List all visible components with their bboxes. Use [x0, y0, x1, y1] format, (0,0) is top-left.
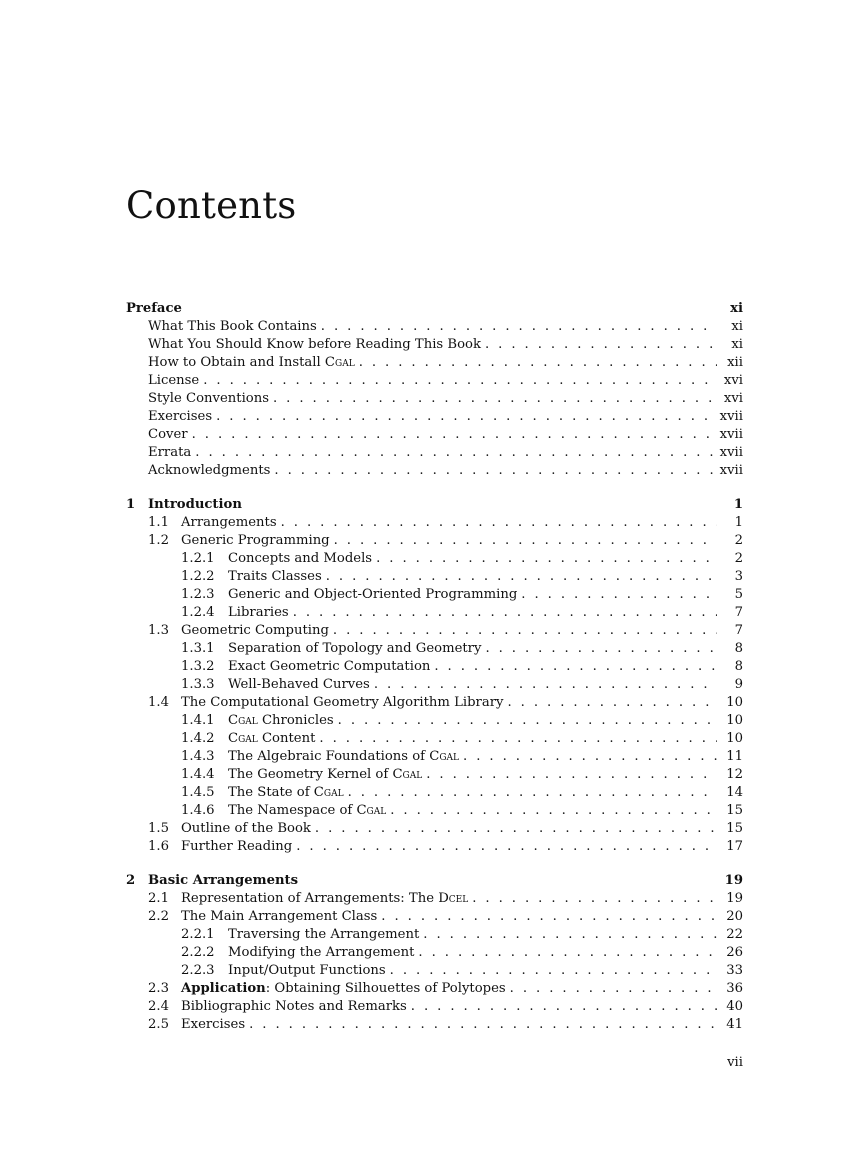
dot-leader	[507, 694, 717, 712]
toc-entry-page: 20	[726, 909, 743, 924]
dot-leader	[390, 962, 717, 980]
toc-entry-page: 8	[734, 659, 743, 674]
toc-entry[interactable]	[126, 514, 743, 532]
toc-entry-text: Style Conventions	[148, 391, 269, 406]
toc-entry-text: The State of	[228, 785, 314, 800]
toc-entry[interactable]	[126, 658, 743, 676]
toc-entry-title	[181, 820, 311, 838]
toc-entry-title	[148, 496, 242, 514]
toc-entry[interactable]	[126, 748, 743, 766]
bold-text: Application	[181, 981, 266, 996]
toc-entry[interactable]	[126, 622, 743, 640]
dot-leader	[334, 532, 717, 550]
toc-entry-page: 40	[726, 999, 743, 1014]
toc-entry-text: The Namespace of	[228, 803, 357, 818]
dot-leader	[333, 622, 717, 640]
toc-entry-text: Bibliographic Notes and Remarks	[181, 999, 407, 1014]
toc-entry-number: 2.1	[148, 891, 169, 906]
dot-leader	[374, 676, 717, 694]
toc-entry[interactable]	[126, 962, 743, 980]
toc-entry[interactable]	[126, 998, 743, 1016]
toc-entry[interactable]	[126, 712, 743, 730]
toc-entry-title	[181, 838, 292, 856]
toc-entry-number: 1	[126, 497, 136, 512]
dot-leader	[510, 980, 717, 998]
dot-leader	[315, 820, 717, 838]
toc-entry-page: 2	[734, 551, 743, 566]
toc-entry-text: Exact Geometric Computation	[228, 659, 431, 674]
toc-entry[interactable]	[126, 444, 743, 462]
dot-leader	[485, 640, 717, 658]
toc-entry-text: Arrangements	[181, 515, 277, 530]
toc-entry-number: 1.3	[148, 623, 169, 638]
toc-entry-text: License	[148, 373, 200, 388]
toc-entry-page: 8	[734, 641, 743, 656]
page-number: vii	[727, 1055, 743, 1070]
toc-entry-title	[148, 390, 269, 408]
toc-entry-number: 1.3.1	[181, 641, 215, 656]
toc-entry-title	[181, 1016, 245, 1034]
toc-entry-page: 11	[726, 749, 743, 764]
toc-entry-number: 2.4	[148, 999, 169, 1014]
small-caps-text: Cgal	[228, 713, 258, 728]
toc-entry-title	[228, 944, 414, 962]
toc-entry[interactable]	[126, 550, 743, 568]
toc-entry-text: Geometric Computing	[181, 623, 329, 638]
dot-leader	[293, 604, 717, 622]
toc-entry-text: Basic Arrangements	[148, 873, 299, 888]
toc-entry[interactable]	[126, 408, 743, 426]
toc-entry-title	[228, 962, 386, 980]
toc-entry-text: Errata	[148, 445, 192, 460]
small-caps-text: Cgal	[356, 803, 387, 818]
toc-entry[interactable]	[126, 802, 743, 820]
toc-entry-text: The Geometry Kernel of	[228, 767, 393, 782]
toc-entry[interactable]	[126, 496, 743, 514]
toc-entry-text: The Main Arrangement Class	[181, 909, 378, 924]
small-caps-text: Cgal	[313, 785, 344, 800]
toc-entry-number: 1.4.4	[181, 767, 215, 782]
toc-entry-page: xi	[731, 319, 743, 334]
dot-leader	[376, 550, 717, 568]
dot-leader	[195, 444, 715, 462]
toc-entry-number: 1.4.2	[181, 731, 215, 746]
toc-entry-number: 1.4.6	[181, 803, 215, 818]
toc-entry-title	[181, 980, 506, 998]
toc-entry-title	[228, 586, 517, 604]
toc-entry-text: Representation of Arrangements: The	[181, 891, 439, 906]
toc-entry-title	[148, 408, 212, 426]
dot-leader	[249, 1016, 717, 1034]
dot-leader	[426, 766, 717, 784]
toc-entry-title	[148, 872, 298, 890]
toc-entry-number: 1.2	[148, 533, 169, 548]
toc-entry-title	[148, 426, 188, 444]
toc-entry[interactable]	[126, 462, 743, 480]
small-caps-text: Dcel	[438, 891, 469, 906]
toc-entry-title	[228, 658, 430, 676]
toc-entry-text: Traversing the Arrangement	[228, 927, 420, 942]
toc-entry-page: xvii	[719, 445, 743, 460]
toc-entry-page: 7	[734, 605, 743, 620]
toc-entry[interactable]	[126, 640, 743, 658]
toc-entry[interactable]	[126, 568, 743, 586]
toc-entry-number: 2.3	[148, 981, 169, 996]
small-caps-text: Cgal	[324, 355, 355, 370]
toc-entry-text: The Computational Geometry Algorithm Library	[181, 695, 504, 710]
toc-entry-page: 2	[734, 533, 743, 548]
toc-entry-page: 5	[734, 587, 743, 602]
toc-entry-text: Acknowledgments	[148, 463, 271, 478]
toc-entry-title	[228, 604, 289, 622]
dot-leader	[390, 802, 717, 820]
toc-entry-title	[228, 550, 372, 568]
toc-entry-text: Generic and Object-Oriented Programming	[228, 587, 518, 602]
dot-leader	[203, 372, 717, 390]
toc-entry-text: Content	[257, 731, 316, 746]
toc-entry-text: Outline of the Book	[181, 821, 311, 836]
toc-entry-title	[148, 318, 317, 336]
toc-entry-title	[228, 640, 481, 658]
toc-entry[interactable]	[126, 426, 743, 444]
toc-entry-text: Libraries	[228, 605, 289, 620]
toc-entry-title	[148, 462, 270, 480]
toc-entry[interactable]	[126, 926, 743, 944]
toc-entry-title	[181, 514, 277, 532]
toc-entry-page: 7	[734, 623, 743, 638]
toc-entry-page: 1	[733, 497, 743, 512]
dot-leader	[418, 944, 717, 962]
toc-entry-page: xvi	[723, 373, 743, 388]
toc-entry-page: 19	[726, 891, 743, 906]
dot-leader	[359, 354, 717, 372]
dot-leader	[411, 998, 717, 1016]
dot-leader	[326, 568, 717, 586]
dot-leader	[521, 586, 717, 604]
toc-entry[interactable]	[126, 908, 743, 926]
toc-entry-text: Concepts and Models	[228, 551, 373, 566]
toc-entry-text: What This Book Contains	[148, 319, 317, 334]
toc-entry-text: The Algebraic Foundations of	[228, 749, 430, 764]
dot-leader	[319, 730, 717, 748]
toc-entry-number: 1.2.3	[181, 587, 215, 602]
toc-entry[interactable]	[126, 354, 743, 372]
toc-entry-page: 10	[726, 713, 743, 728]
toc-entry-title	[181, 908, 377, 926]
toc-entry[interactable]	[126, 300, 743, 318]
toc-entry-page: xvi	[723, 391, 743, 406]
toc-entry-number: 2.2	[148, 909, 169, 924]
toc-entry-number: 1.2.4	[181, 605, 215, 620]
toc-entry-number: 2.2.1	[181, 927, 215, 942]
dot-leader	[281, 514, 717, 532]
toc-entry-text: Well-Behaved Curves	[228, 677, 370, 692]
toc-entry-title	[228, 730, 315, 748]
toc-entry-text: Modifying the Arrangement	[228, 945, 415, 960]
toc-entry-number: 1.2.1	[181, 551, 215, 566]
toc-entry-title	[228, 766, 422, 784]
page-title: Contents	[126, 184, 297, 227]
dot-leader	[463, 748, 717, 766]
toc-entry-text: Cover	[148, 427, 188, 442]
toc-entry-title	[228, 802, 386, 820]
toc-entry-page: 17	[726, 839, 743, 854]
toc-entry-page: 10	[726, 731, 743, 746]
toc-entry-title	[126, 300, 182, 318]
toc-entry-title	[181, 694, 503, 712]
dot-leader	[274, 462, 715, 480]
toc-entry[interactable]	[126, 980, 743, 998]
dot-leader	[348, 784, 717, 802]
toc-entry-text: Introduction	[148, 497, 242, 512]
toc-entry[interactable]	[126, 784, 743, 802]
toc-entry-number: 1.3.2	[181, 659, 215, 674]
toc-entry-title	[148, 372, 199, 390]
toc-entry-text: : Obtaining Silhouettes of Polytopes	[265, 981, 506, 996]
toc-entry-title	[228, 748, 459, 766]
toc-entry-page: 15	[726, 803, 743, 818]
toc-entry-text: Traits Classes	[228, 569, 322, 584]
small-caps-text: Cgal	[429, 749, 460, 764]
toc-entry-title	[228, 926, 419, 944]
toc-entry-number: 1.1	[148, 515, 169, 530]
dot-leader	[273, 390, 717, 408]
toc-entry-title	[228, 676, 370, 694]
toc-entry-title	[228, 568, 322, 586]
toc-entry-page: 15	[726, 821, 743, 836]
toc-entry[interactable]	[126, 390, 743, 408]
toc-entry[interactable]	[126, 1016, 743, 1034]
toc-entry[interactable]	[126, 766, 743, 784]
toc-entry-title	[228, 784, 344, 802]
table-of-contents	[126, 300, 743, 1034]
toc-entry-page: 19	[724, 873, 743, 888]
toc-entry-title	[228, 712, 334, 730]
toc-entry-text: Input/Output Functions	[228, 963, 386, 978]
toc-entry-page: xvii	[719, 427, 743, 442]
toc-entry[interactable]	[126, 944, 743, 962]
toc-entry-page: 1	[734, 515, 743, 530]
toc-entry[interactable]	[126, 318, 743, 336]
toc-entry[interactable]	[126, 604, 743, 622]
toc-entry[interactable]	[126, 730, 743, 748]
toc-entry-page: xi	[730, 301, 743, 316]
toc-entry-text: Further Reading	[181, 839, 293, 854]
toc-entry-number: 1.4.5	[181, 785, 215, 800]
toc-entry[interactable]	[126, 676, 743, 694]
dot-leader	[434, 658, 717, 676]
toc-entry-page: 36	[726, 981, 743, 996]
toc-entry[interactable]	[126, 586, 743, 604]
toc-entry-text: Chronicles	[257, 713, 334, 728]
dot-leader	[472, 890, 717, 908]
toc-entry[interactable]	[126, 372, 743, 390]
toc-entry[interactable]	[126, 872, 743, 890]
toc-entry-page: 33	[726, 963, 743, 978]
toc-entry[interactable]	[126, 532, 743, 550]
small-caps-text: Cgal	[228, 731, 258, 746]
dot-leader	[423, 926, 717, 944]
toc-entry-number: 2	[126, 873, 136, 888]
toc-entry-title	[181, 532, 330, 550]
toc-entry-text: What You Should Know before Reading This Book	[148, 337, 481, 352]
dot-leader	[321, 318, 717, 336]
dot-leader	[381, 908, 717, 926]
toc-entry-number: 1.4	[148, 695, 169, 710]
toc-entry-title	[181, 622, 329, 640]
toc-entry-page: 14	[726, 785, 743, 800]
toc-entry-page: 3	[734, 569, 743, 584]
toc-entry-title	[148, 336, 481, 354]
toc-entry-number: 1.6	[148, 839, 169, 854]
toc-entry-number: 1.3.3	[181, 677, 215, 692]
dot-leader	[216, 408, 716, 426]
toc-entry-title	[181, 998, 407, 1016]
toc-entry[interactable]	[126, 820, 743, 838]
toc-entry-text: Separation of Topology and Geometry	[228, 641, 482, 656]
toc-entry-page: 9	[734, 677, 743, 692]
toc-entry-page: xi	[731, 337, 743, 352]
toc-entry-text: Exercises	[148, 409, 213, 424]
toc-entry-page: xvii	[719, 463, 743, 478]
toc-entry-text: Exercises	[181, 1017, 246, 1032]
dot-leader	[296, 838, 717, 856]
dot-leader	[485, 336, 717, 354]
toc-entry-page: xvii	[719, 409, 743, 424]
toc-entry-page: 41	[726, 1017, 743, 1032]
toc-entry[interactable]	[126, 838, 743, 856]
toc-entry[interactable]	[126, 890, 743, 908]
toc-entry[interactable]	[126, 336, 743, 354]
dot-leader	[338, 712, 717, 730]
toc-entry-number: 2.5	[148, 1017, 169, 1032]
toc-entry-page: xii	[727, 355, 743, 370]
toc-entry-number: 1.4.3	[181, 749, 215, 764]
toc-entry[interactable]	[126, 694, 743, 712]
toc-entry-page: 12	[726, 767, 743, 782]
toc-entry-page: 26	[726, 945, 743, 960]
toc-entry-text: Generic Programming	[181, 533, 330, 548]
toc-entry-title	[148, 354, 355, 372]
toc-entry-page: 10	[726, 695, 743, 710]
toc-entry-title	[148, 444, 191, 462]
toc-entry-page: 22	[726, 927, 743, 942]
small-caps-text: Cgal	[392, 767, 423, 782]
dot-leader	[192, 426, 716, 444]
toc-entry-number: 1.5	[148, 821, 169, 836]
toc-entry-number: 1.4.1	[181, 713, 215, 728]
toc-entry-number: 1.2.2	[181, 569, 215, 584]
toc-entry-text: How to Obtain and Install	[148, 355, 325, 370]
toc-entry-title	[181, 890, 468, 908]
toc-entry-number: 2.2.3	[181, 963, 215, 978]
toc-entry-text: Preface	[126, 301, 182, 316]
toc-entry-number: 2.2.2	[181, 945, 215, 960]
